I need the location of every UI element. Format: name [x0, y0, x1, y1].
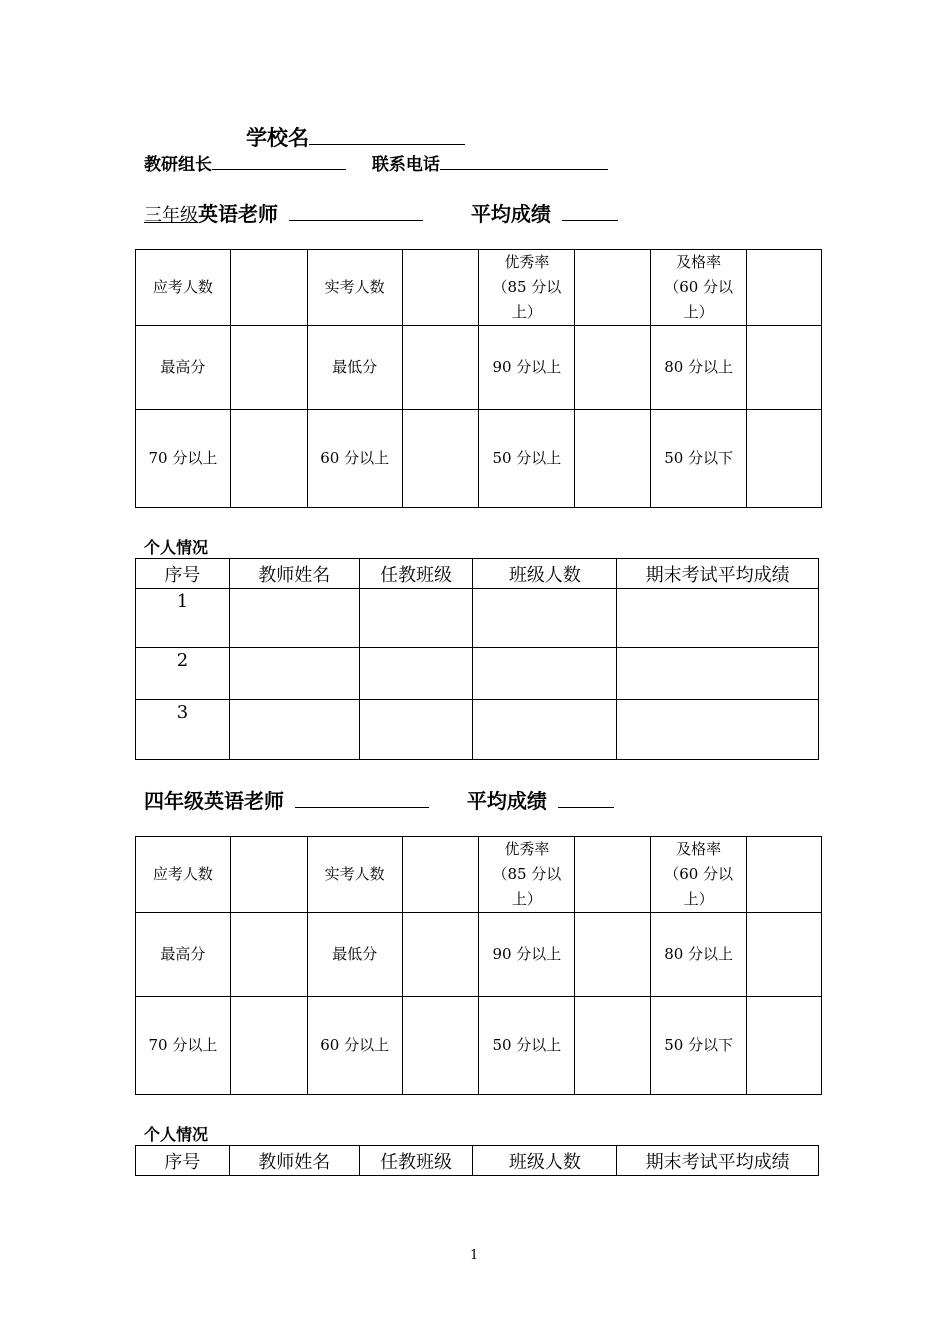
table-cell[interactable]	[473, 700, 617, 760]
column-header: 教师姓名	[229, 1146, 359, 1176]
stat-value-cell[interactable]	[575, 250, 651, 326]
stat-label: 实考人数	[307, 837, 402, 913]
section-1-avg-blank	[562, 219, 618, 221]
contact-line	[144, 150, 608, 175]
section-1-personal-table	[135, 558, 819, 760]
table-cell[interactable]	[617, 589, 819, 648]
section-2-personal-table	[135, 1145, 819, 1176]
column-header: 班级人数	[473, 1146, 617, 1176]
stat-value-cell[interactable]	[230, 250, 307, 326]
stat-label: 90 分以上	[479, 326, 575, 410]
table-row	[136, 589, 819, 648]
section-2-personal-label: 个人情况	[144, 1125, 209, 1144]
phone-blank	[440, 168, 608, 170]
table-cell[interactable]	[359, 648, 473, 700]
table-cell[interactable]	[617, 648, 819, 700]
stat-label: 及格率 （60 分以 上）	[651, 837, 747, 913]
table-row	[136, 700, 819, 760]
column-header: 期末考试平均成绩	[617, 559, 819, 589]
section-2-avg-blank	[558, 806, 614, 808]
stat-value-cell[interactable]	[747, 997, 822, 1095]
stat-value-cell[interactable]	[230, 997, 307, 1095]
stat-value-cell[interactable]	[747, 326, 822, 410]
leader-label: 教研组长	[144, 155, 212, 175]
stat-label: 优秀率 （85 分以 上）	[479, 837, 575, 913]
stat-value-cell[interactable]	[575, 997, 651, 1095]
stat-label: 80 分以上	[651, 913, 747, 997]
column-header: 教师姓名	[229, 559, 359, 589]
row-index: 3	[136, 700, 230, 760]
stat-label: 最低分	[307, 326, 402, 410]
section-2-stats-table	[135, 836, 822, 1095]
stat-label: 应考人数	[136, 250, 231, 326]
stat-value-cell[interactable]	[402, 250, 479, 326]
table-cell[interactable]	[473, 648, 617, 700]
column-header: 任教班级	[359, 1146, 473, 1176]
stat-value-cell[interactable]	[230, 410, 307, 508]
stat-label: 70 分以上	[136, 997, 231, 1095]
section-1-title	[144, 198, 618, 227]
school-name-label: 学校名	[246, 126, 309, 150]
stat-value-cell[interactable]	[402, 913, 479, 997]
stat-label: 50 分以上	[479, 410, 575, 508]
section-1-teacher-blank	[289, 219, 423, 221]
stat-value-cell[interactable]	[230, 326, 307, 410]
stat-value-cell[interactable]	[575, 326, 651, 410]
row-index: 2	[136, 648, 230, 700]
stat-value-cell[interactable]	[575, 410, 651, 508]
stat-label: 50 分以下	[651, 410, 747, 508]
stat-value-cell[interactable]	[402, 326, 479, 410]
stat-label: 70 分以上	[136, 410, 231, 508]
section-2-grade: 四年级	[144, 789, 204, 813]
column-header: 期末考试平均成绩	[617, 1146, 819, 1176]
section-1-teacher-label: 英语老师	[198, 202, 278, 226]
stat-label: 最高分	[136, 913, 231, 997]
stat-value-cell[interactable]	[575, 913, 651, 997]
column-header: 班级人数	[473, 559, 617, 589]
section-2-teacher-label: 英语老师	[204, 789, 284, 813]
page-number: 1	[470, 1248, 479, 1263]
stat-label: 最低分	[307, 913, 402, 997]
stat-label: 80 分以上	[651, 326, 747, 410]
stat-label: 优秀率 （85 分以 上）	[479, 250, 575, 326]
stat-label: 90 分以上	[479, 913, 575, 997]
stat-value-cell[interactable]	[230, 913, 307, 997]
stat-label: 实考人数	[307, 250, 402, 326]
row-index: 1	[136, 589, 230, 648]
stat-value-cell[interactable]	[747, 913, 822, 997]
section-2-teacher-blank	[295, 806, 429, 808]
table-row	[136, 648, 819, 700]
stat-value-cell[interactable]	[747, 250, 822, 326]
leader-blank	[212, 168, 346, 170]
stat-value-cell[interactable]	[402, 837, 479, 913]
stat-label: 60 分以上	[307, 410, 402, 508]
section-2-title	[144, 785, 614, 814]
stat-label: 60 分以上	[307, 997, 402, 1095]
school-name-line	[246, 122, 465, 152]
column-header: 任教班级	[359, 559, 473, 589]
stat-value-cell[interactable]	[747, 410, 822, 508]
table-cell[interactable]	[229, 648, 359, 700]
phone-label: 联系电话	[371, 155, 440, 175]
stat-value-cell[interactable]	[230, 837, 307, 913]
table-cell[interactable]	[229, 700, 359, 760]
column-header: 序号	[136, 559, 230, 589]
section-1-grade: 三年级	[144, 205, 198, 226]
stat-label: 50 分以下	[651, 997, 747, 1095]
stat-value-cell[interactable]	[747, 837, 822, 913]
stat-label: 最高分	[136, 326, 231, 410]
section-1-personal-label: 个人情况	[144, 538, 209, 557]
section-1-avg-label: 平均成绩	[470, 202, 551, 226]
stat-value-cell[interactable]	[402, 410, 479, 508]
table-cell[interactable]	[229, 589, 359, 648]
school-name-blank	[309, 143, 465, 145]
table-cell[interactable]	[359, 700, 473, 760]
table-cell[interactable]	[359, 589, 473, 648]
stat-label: 及格率 （60 分以 上）	[651, 250, 747, 326]
stat-label: 50 分以上	[479, 997, 575, 1095]
section-2-avg-label: 平均成绩	[466, 789, 547, 813]
stat-value-cell[interactable]	[402, 997, 479, 1095]
table-cell[interactable]	[617, 700, 819, 760]
table-cell[interactable]	[473, 589, 617, 648]
stat-value-cell[interactable]	[575, 837, 651, 913]
column-header: 序号	[136, 1146, 230, 1176]
section-1-stats-table	[135, 249, 822, 508]
stat-label: 应考人数	[136, 837, 231, 913]
